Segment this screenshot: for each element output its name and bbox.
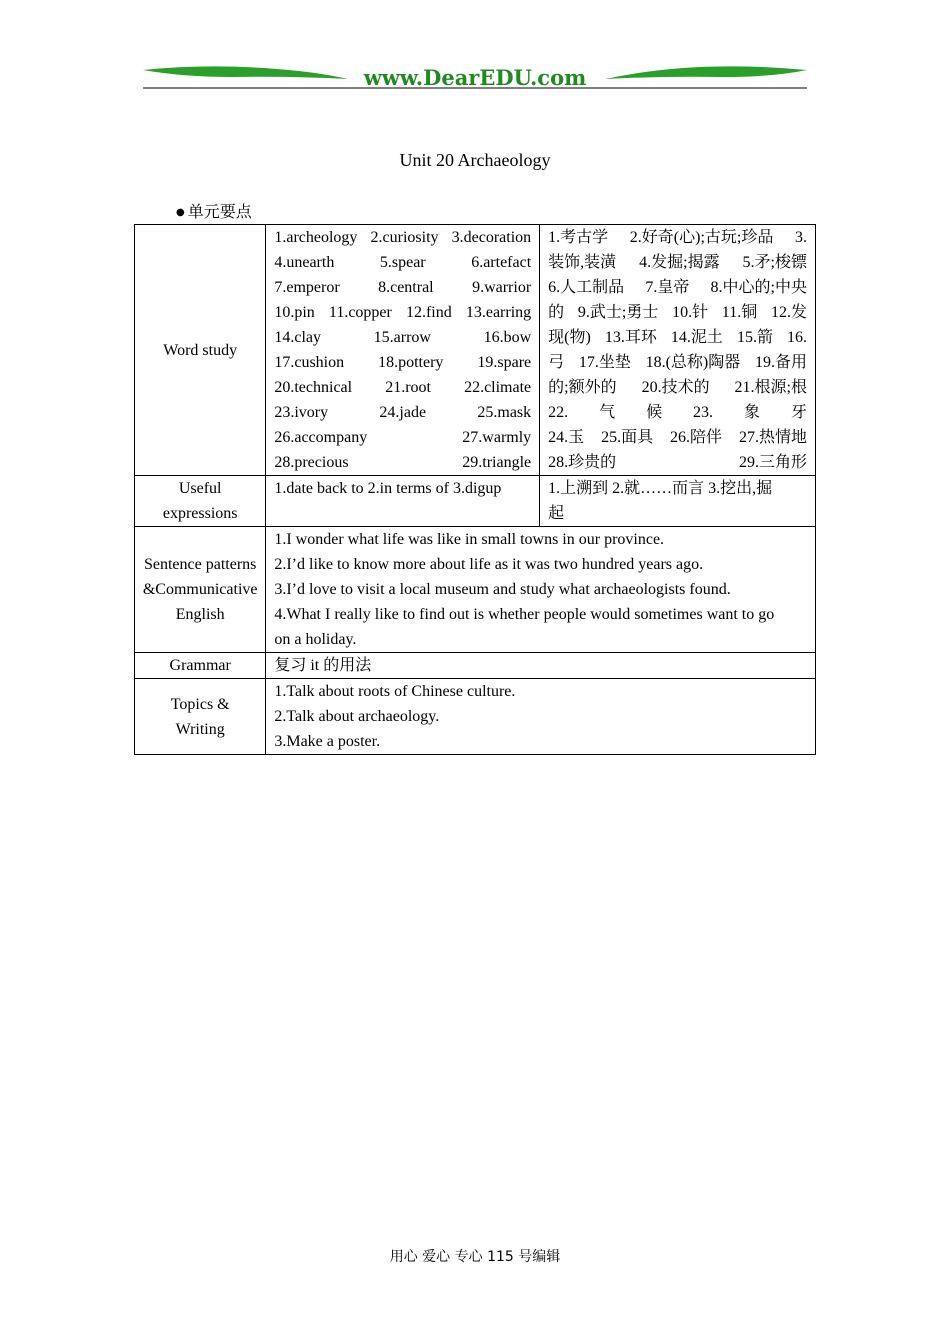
cn-word: 24.玉 [548,429,585,446]
en-word: 18.pottery [378,354,444,371]
word-study-english-cell [266,225,540,476]
en-word: 3.decoration [451,229,532,246]
cn-word: 7.皇帝 [645,279,690,296]
row-label-useful-expressions [135,476,266,527]
en-word: 17.cushion [274,354,345,371]
topics-writing-cell [266,679,816,755]
header-banner [143,62,807,92]
cn-word: 9.武士;勇士 [577,304,659,321]
en-word: 10.pin [274,304,315,321]
label-line: Writing [175,720,225,738]
table-row-sentence-patterns [135,527,816,653]
cn-word: 17.坐垫 [578,354,631,371]
cn-word: 13.耳环 [604,329,657,346]
en-word: 28.precious [274,454,349,471]
sentence-patterns-cell [266,527,816,653]
sentence-line: 4.What I really like to find out is whether people would sometimes want to go [274,606,775,623]
cn-word: 20.技术的 [641,379,710,396]
en-word: 1.archeology [274,229,358,246]
cn-word: 21.根源;根 [734,379,807,396]
en-line [274,275,531,300]
page-title: Unit 20 Archaeology [399,150,551,170]
label-line: &Communicative [142,581,258,598]
en-word: 23.ivory [274,404,329,421]
en-word: 13.earring [465,304,532,321]
en-word: 16.bow [483,329,532,346]
site-logo-text[interactable]: www.DearEDU.com [363,65,587,90]
cn-word: 5.矛;梭镖 [742,254,807,271]
cn-line [548,450,807,475]
en-word: 21.root [385,379,431,396]
en-word: 8.central [378,279,434,296]
en-word: 14.clay [274,329,321,346]
cn-line [548,275,807,300]
cn-word: 牙 [790,404,807,421]
cn-line [548,225,807,250]
en-word: 15.arrow [373,329,431,346]
unit-points-table [134,224,816,755]
cn-word: 2.好奇(心);古玩;珍品 [629,229,774,246]
en-line [274,425,531,450]
cn-line [548,375,807,400]
topic-line: 3.Make a poster. [274,733,381,750]
cn-word: 25.面具 [601,429,654,446]
cn-word: 装饰,装潢 [548,254,617,271]
cn-word: 12.发 [770,304,807,321]
en-line [274,225,531,250]
row-label-sentence-patterns [135,527,266,653]
en-line [274,300,531,325]
cell-text: 起 [548,505,565,522]
cn-word: 象 [744,404,761,421]
en-word: 2.curiosity [370,229,439,246]
section-heading [176,199,252,222]
cn-word: 1.考古学 [548,229,609,246]
label-line: Sentence patterns [143,556,257,573]
cn-word: 现(物) [548,329,591,346]
cn-word: 4.发掘;揭露 [639,254,720,271]
table-row-topics-writing [135,679,816,755]
en-line [274,375,531,400]
topic-line: 1.Talk about roots of Chinese culture. [274,683,516,700]
en-line [274,250,531,275]
section-heading-text: 单元要点 [187,202,252,221]
bullet-icon: ● [176,207,185,218]
en-word: 19.spare [477,354,532,371]
cell-text: 1.date back to 2.in terms of 3.digup [274,480,502,497]
en-word: 22.climate [464,379,532,396]
cn-word: 26.陪伴 [670,429,723,446]
sentence-line: on a holiday. [274,631,357,648]
en-word: 9.warrior [472,279,532,296]
table-row-grammar [135,653,816,679]
row-label-grammar: Grammar [135,653,266,679]
en-word: 29.triangle [462,454,532,471]
cn-line [548,425,807,450]
cn-word: 19.备用 [754,354,807,371]
cn-word: 气 [599,404,616,421]
label-line: Topics & [170,695,230,713]
cn-word: 6.人工制品 [548,279,625,296]
en-line [274,325,531,350]
row-label-topics-writing [135,679,266,755]
cn-word: 15.箭 [736,329,773,346]
cn-word: 弓 [548,354,565,371]
table-row-useful-expressions [135,476,816,527]
en-line [274,350,531,375]
cn-word: 的 [548,304,565,321]
topic-line: 2.Talk about archaeology. [274,708,440,725]
label-line: Useful [178,480,222,497]
cn-word: 28.珍贵的 [548,454,617,471]
table-row-word-study [135,225,816,476]
cn-word: 的;额外的 [548,379,617,396]
en-word: 5.spear [379,254,426,271]
grammar-text: 复习 it 的用法 [274,657,372,674]
word-study-chinese-cell [540,225,816,476]
en-line [274,400,531,425]
cn-word: 18.(总称)陶器 [645,354,741,371]
sentence-line: 2.I’d like to know more about life as it was two hundred years ago. [274,556,704,573]
useful-expressions-chinese-cell [540,476,816,527]
en-word: 27.warmly [462,429,532,446]
grammar-cell [266,653,816,679]
sentence-line: 1.I wonder what life was like in small towns in our province. [274,531,665,548]
en-word: 7.emperor [274,279,340,296]
cn-word: 候 [646,404,663,421]
useful-expressions-english-cell [266,476,540,527]
cn-line [548,325,807,350]
en-word: 6.artefact [471,254,532,271]
cn-word: 10.针 [672,304,709,321]
cn-word: 3. [794,229,807,246]
en-word: 26.accompany [274,429,368,446]
cn-line [548,250,807,275]
en-word: 12.find [405,304,452,321]
cn-word: 29.三角形 [738,454,807,471]
en-word: 11.copper [328,304,392,321]
cn-line [548,400,807,425]
row-label-word-study: Word study [135,225,266,476]
cn-line [548,300,807,325]
en-word: 4.unearth [274,254,335,271]
cell-text: 1.上溯到 2.就……而言 3.挖出,掘 [548,480,773,497]
cn-word: 23. [693,404,714,421]
label-line: expressions [162,505,238,522]
en-word: 24.jade [379,404,427,421]
cn-word: 22. [548,404,569,421]
label-line: English [175,606,225,623]
en-word: 25.mask [477,404,532,421]
sentence-line: 3.I’d love to visit a local museum and study what archaeologists found. [274,581,731,598]
page-footer: 用心 爱心 专心 115 号编辑 [389,1249,561,1265]
cn-word: 14.泥土 [670,329,723,346]
en-line [274,450,531,475]
cn-word: 16. [787,329,807,346]
cn-word: 11.铜 [721,304,758,321]
cn-word: 27.热情地 [738,429,807,446]
en-word: 20.technical [274,379,353,396]
cn-word: 8.中心的;中央 [710,279,807,296]
cn-line [548,350,807,375]
